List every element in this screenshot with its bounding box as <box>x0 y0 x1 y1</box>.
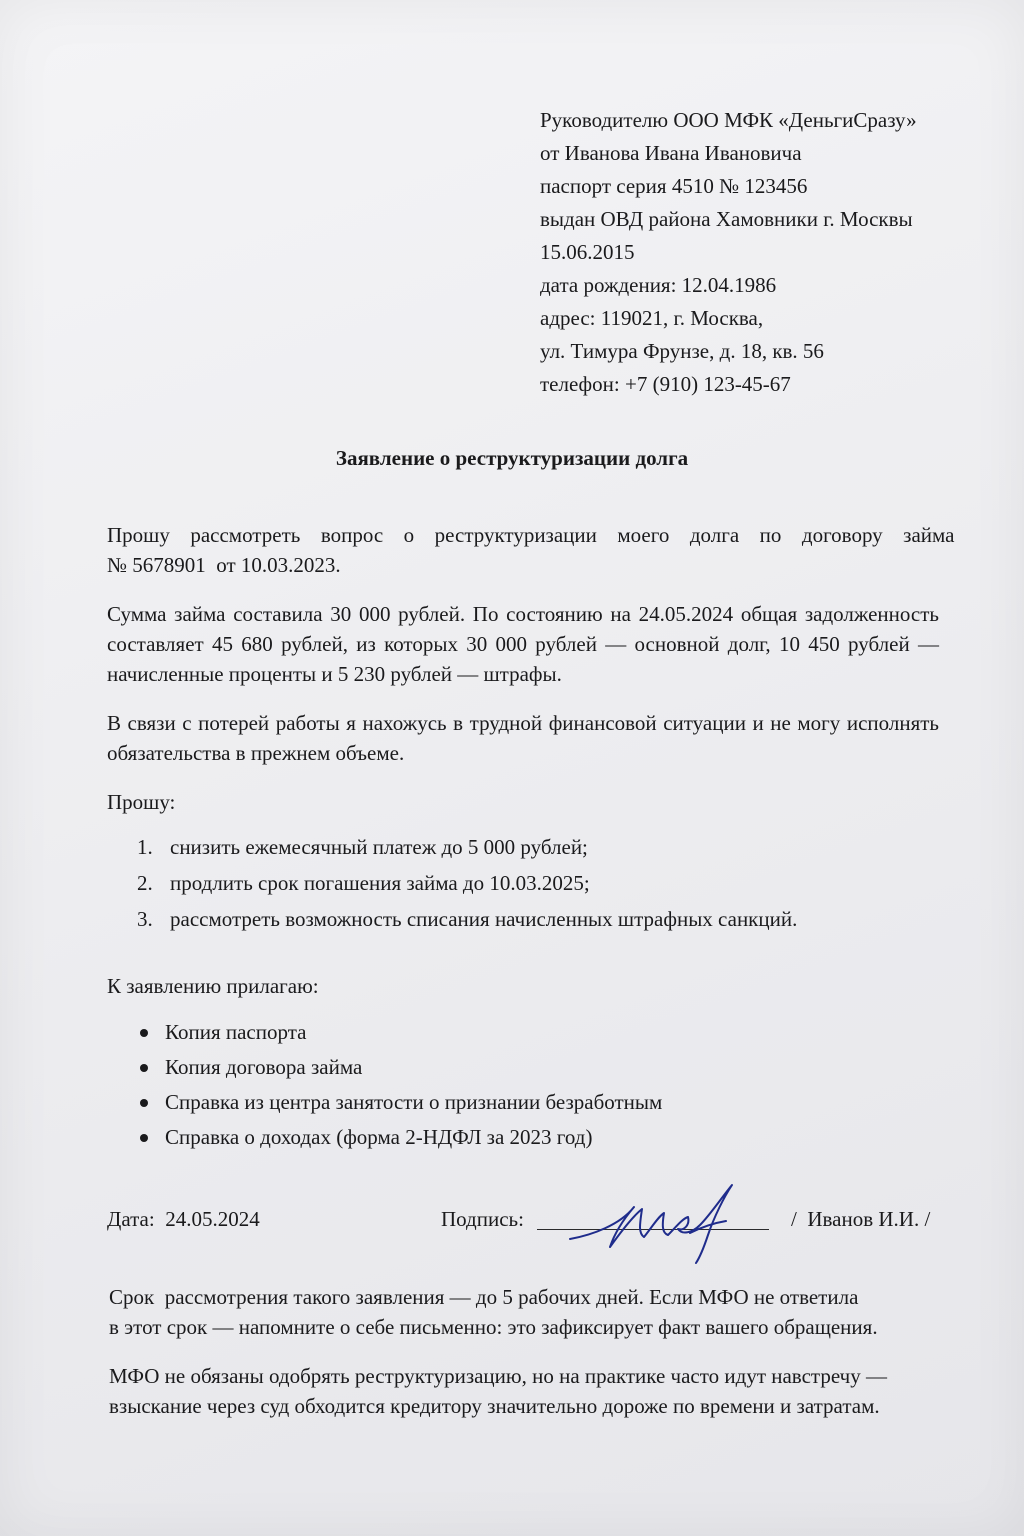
request-list <box>107 829 939 937</box>
bullet-icon <box>140 1134 148 1142</box>
signature-row <box>107 1207 939 1247</box>
request-paragraph <box>107 520 955 580</box>
bullet-icon <box>140 1064 148 1072</box>
note-paragraph <box>109 1282 949 1342</box>
date-field: Дата: 24.05.2024 <box>107 1207 260 1231</box>
request-line: Прошу рассмотреть вопрос о реструктуризации моего долга по договору займа <box>107 523 955 547</box>
list-item <box>107 1015 939 1050</box>
amount-paragraph: Сумма займа составила 30 000 рублей. По состоянию на 24.05.2024 общая задолженность составляет 45 680 рублей, из которых 30 000 рублей — основной долг, 10 450 рублей — начисленные проценты и 5 230 рублей — штрафы. <box>107 602 939 686</box>
document-title: Заявление о реструктуризации долга <box>335 446 689 470</box>
addressee-line: дата рождения: 12.04.1986 <box>540 273 777 297</box>
attach-heading: К заявлению прилагаю: <box>107 974 319 998</box>
document-body <box>107 520 955 1155</box>
list-number: 3. <box>137 907 153 931</box>
signatory-name: / Иванов И.И. / <box>791 1207 931 1231</box>
ask-heading: Прошу: <box>107 790 176 814</box>
list-item <box>107 829 939 865</box>
list-item-text: снизить ежемесячный платеж до 5 000 рублей; <box>170 835 588 859</box>
list-item-text: Копия договора займа <box>165 1055 363 1079</box>
request-line: № 5678901 от 10.03.2023. <box>107 553 341 577</box>
note-line: в этот срок — напомните о себе письменно: это зафиксирует факт вашего обращения. <box>109 1315 878 1339</box>
list-item <box>107 1120 939 1155</box>
reason-paragraph: В связи с потерей работы я нахожусь в трудной финансовой ситуации и не могу исполнять обязательства в прежнем объеме. <box>107 711 939 765</box>
bullet-icon <box>140 1099 148 1107</box>
attachment-list <box>107 1015 939 1155</box>
addressee-line: телефон: +7 (910) 123-45-67 <box>540 372 791 396</box>
list-item <box>107 1050 939 1085</box>
list-item-text: Справка о доходах (форма 2-НДФЛ за 2023 год) <box>165 1125 593 1149</box>
addressee-line: паспорт серия 4510 № 123456 <box>540 174 808 198</box>
bullet-icon <box>140 1029 148 1037</box>
list-item <box>107 1085 939 1120</box>
addressee-block <box>540 104 980 401</box>
list-item-text: Копия паспорта <box>165 1020 307 1044</box>
note-line: МФО не обязаны одобрять реструктуризацию, но на практике часто идут навстречу — <box>109 1364 887 1388</box>
addressee-line: адрес: 119021, г. Москва, <box>540 306 764 330</box>
handwritten-signature <box>562 1177 752 1267</box>
note-paragraph <box>109 1361 949 1421</box>
note-line: взыскание через суд обходится кредитору значительно дороже по времени и затратам. <box>109 1394 880 1418</box>
addressee-line: от Иванова Ивана Ивановича <box>540 141 802 165</box>
list-number: 2. <box>137 871 153 895</box>
addressee-line: 15.06.2015 <box>540 240 635 264</box>
list-item <box>107 901 939 937</box>
signature-label: Подпись: <box>441 1207 524 1231</box>
addressee-line: выдан ОВД района Хамовники г. Москвы <box>540 207 913 231</box>
list-item <box>107 865 939 901</box>
list-number: 1. <box>137 835 153 859</box>
addressee-line: Руководителю ООО МФК «ДеньгиСразу» <box>540 108 917 132</box>
note-line: Срок рассмотрения такого заявления — до 5 рабочих дней. Если МФО не ответила <box>109 1285 859 1309</box>
list-item-text: рассмотреть возможность списания начисленных штрафных санкций. <box>170 907 798 931</box>
addressee-line: ул. Тимура Фрунзе, д. 18, кв. 56 <box>540 339 824 363</box>
list-item-text: продлить срок погашения займа до 10.03.2025; <box>170 871 590 895</box>
list-item-text: Справка из центра занятости о признании безработным <box>165 1090 663 1114</box>
notes-block <box>109 1282 949 1440</box>
